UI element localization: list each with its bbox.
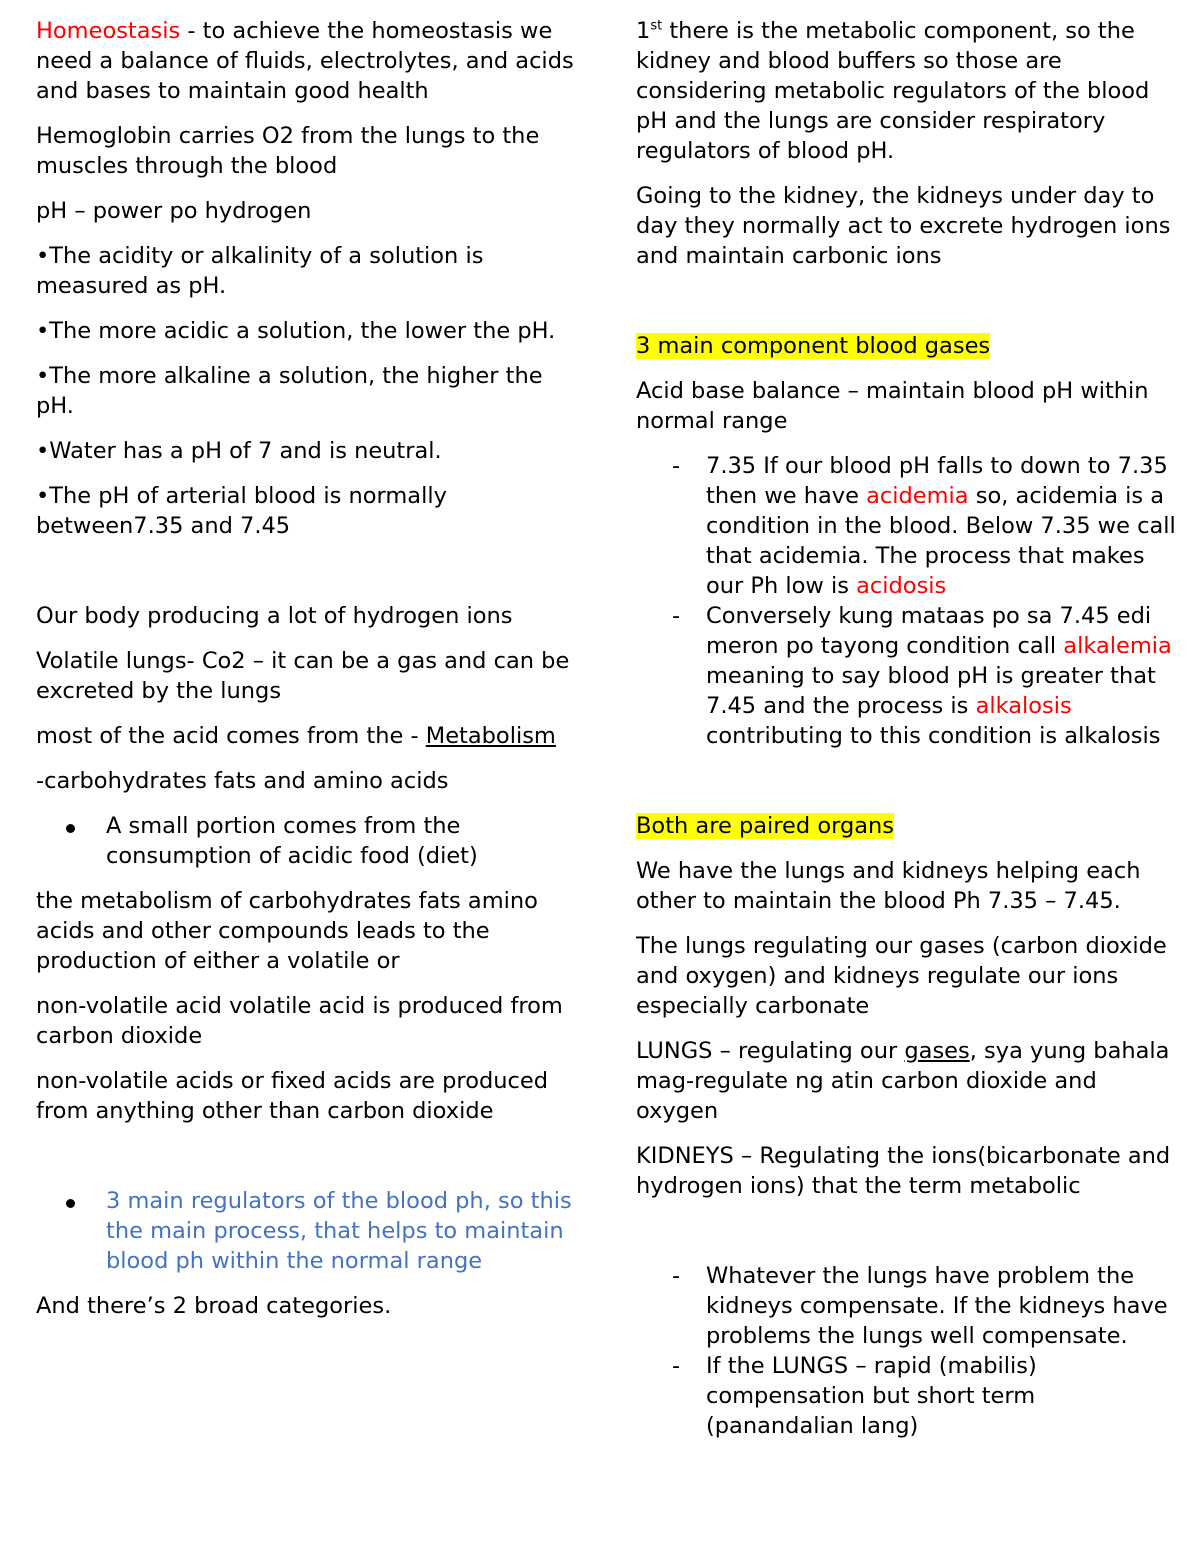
spacer [36, 556, 576, 601]
bullet-dot-icon [66, 811, 75, 841]
list-item [636, 601, 1181, 751]
diet-bullet-list [36, 811, 576, 871]
paired-organs-heading [636, 811, 1181, 841]
acid-source-prefix: most of the acid comes from the - [36, 723, 426, 749]
ph-condition-list [636, 451, 1181, 751]
nonvolatile-paragraph: non-volatile acid volatile acid is produced from carbon dioxide [36, 993, 563, 1049]
acidosis-term: acidosis [856, 573, 947, 599]
ph-fact: •The more acidic a solution, the lower the pH. [36, 318, 556, 344]
nutrients-paragraph: -carbohydrates fats and amino acids [36, 768, 449, 794]
spacer [636, 286, 1181, 331]
spacer [636, 1216, 1181, 1261]
metabolic-text: there is the metabolic component, so the kidney and blood buffers so those are considering metabolic regulators of the blood pH and the lungs are consider respiratory regulators of blood pH. [636, 18, 1150, 164]
acidemia-term: acidemia [866, 483, 969, 509]
acid-source-paragraph [36, 721, 576, 751]
regulating-paragraph: The lungs regulating our gases (carbon dioxide and oxygen) and kidneys regulate our ions especially carbonate [636, 933, 1167, 1019]
list-item [636, 451, 1181, 601]
list-item [36, 1186, 576, 1276]
kidneys-paragraph: KIDNEYS – Regulating the ions(bicarbonate and hydrogen ions) that the term metabolic [636, 1143, 1171, 1199]
lungs-paragraph [636, 1036, 1181, 1126]
list-item [636, 1261, 1181, 1351]
fixed-acids-paragraph: non-volatile acids or fixed acids are produced from anything other than carbon dioxide [36, 1068, 548, 1124]
alkalemia-text: Conversely kung mataas po sa 7.45 edi meron po tayong condition call [706, 603, 1152, 659]
ordinal-number: 1 [636, 18, 651, 44]
dash-marker: - [672, 1263, 681, 1289]
volatile-lungs-paragraph: Volatile lungs- Co2 – it can be a gas and can be excreted by the lungs [36, 648, 570, 704]
hydrogen-ions-paragraph: Our body producing a lot of hydrogen ions [36, 603, 513, 629]
acid-base-paragraph: Acid base balance – maintain blood pH within normal range [636, 378, 1149, 434]
left-column [36, 16, 576, 1336]
highlighted-heading: 3 main component blood gases [636, 333, 991, 359]
gases-term: gases [904, 1038, 970, 1064]
homeostasis-definition: - to achieve the homeostasis we need a balance of fluids, electrolytes, and acids and bases to maintain good health [36, 18, 574, 104]
acidemia-text: so, acidemia is a condition in the blood. Below 7.35 we call that acidemia. The process that makes our Ph low is [706, 483, 1176, 599]
ph-fact: •The pH of arterial blood is normally between7.35 and 7.45 [36, 483, 447, 539]
hemoglobin-paragraph: Hemoglobin carries O2 from the lungs to the muscles through the blood [36, 123, 540, 179]
compensation-text: If the LUNGS – rapid (mabilis) compensation but short term (panandalian lang) [706, 1353, 1037, 1439]
regulators-text: 3 main regulators of the blood ph, so this the main process, that helps to maintain blood ph within the normal range [106, 1188, 572, 1274]
list-item [36, 811, 576, 871]
diet-text: A small portion comes from the consumption of acidic food (diet) [106, 813, 478, 869]
compensation-list [636, 1261, 1181, 1441]
ph-fact: •The acidity or alkalinity of a solution is measured as pH. [36, 243, 484, 299]
spacer [636, 766, 1181, 811]
ph-fact: •The more alkaline a solution, the higher the pH. [36, 363, 543, 419]
ph-definition: pH – power po hydrogen [36, 198, 312, 224]
list-item [636, 1351, 1181, 1441]
homeostasis-paragraph [36, 16, 576, 106]
alkalemia-text: contributing to this condition is alkalosis [706, 723, 1161, 749]
lungs-kidneys-paragraph: We have the lungs and kidneys helping each other to maintain the blood Ph 7.35 – 7.45. [636, 858, 1141, 914]
metabolism-term: Metabolism [425, 723, 556, 749]
alkalosis-term: alkalosis [975, 693, 1072, 719]
kidney-paragraph: Going to the kidney, the kidneys under day to day they normally act to excrete hydrogen ions and maintain carbonic ions [636, 183, 1171, 269]
categories-paragraph: And there’s 2 broad categories. [36, 1293, 392, 1319]
ordinal-suffix: st [650, 18, 663, 34]
alkalemia-term: alkalemia [1063, 633, 1172, 659]
alkalemia-text: meaning to say blood pH is greater that 7.45 and the process is [706, 663, 1156, 719]
highlighted-heading: Both are paired organs [636, 813, 895, 839]
metabolic-component-paragraph [636, 16, 1181, 166]
regulators-bullet-list [36, 1186, 576, 1276]
ph-fact: •Water has a pH of 7 and is neutral. [36, 438, 442, 464]
dash-marker: - [672, 1353, 681, 1379]
acidemia-text: 7.35 If our blood pH falls to down to 7.35 then we have [706, 453, 1168, 509]
lungs-prefix: LUNGS – regulating our [636, 1038, 905, 1064]
blood-gases-heading [636, 331, 1181, 361]
dash-marker: - [672, 453, 681, 479]
spacer [36, 1141, 576, 1186]
bullet-dot-icon [66, 1186, 75, 1216]
right-column [636, 16, 1181, 1456]
lungs-suffix: , sya yung bahala mag-regulate ng atin carbon dioxide and oxygen [636, 1038, 1170, 1124]
metabolism-paragraph: the metabolism of carbohydrates fats amino acids and other compounds leads to the production of either a volatile or [36, 888, 538, 974]
compensation-text: Whatever the lungs have problem the kidneys compensate. If the kidneys have problems the lungs well compensate. [706, 1263, 1168, 1349]
dash-marker: - [672, 603, 681, 629]
homeostasis-term: Homeostasis [36, 18, 181, 44]
